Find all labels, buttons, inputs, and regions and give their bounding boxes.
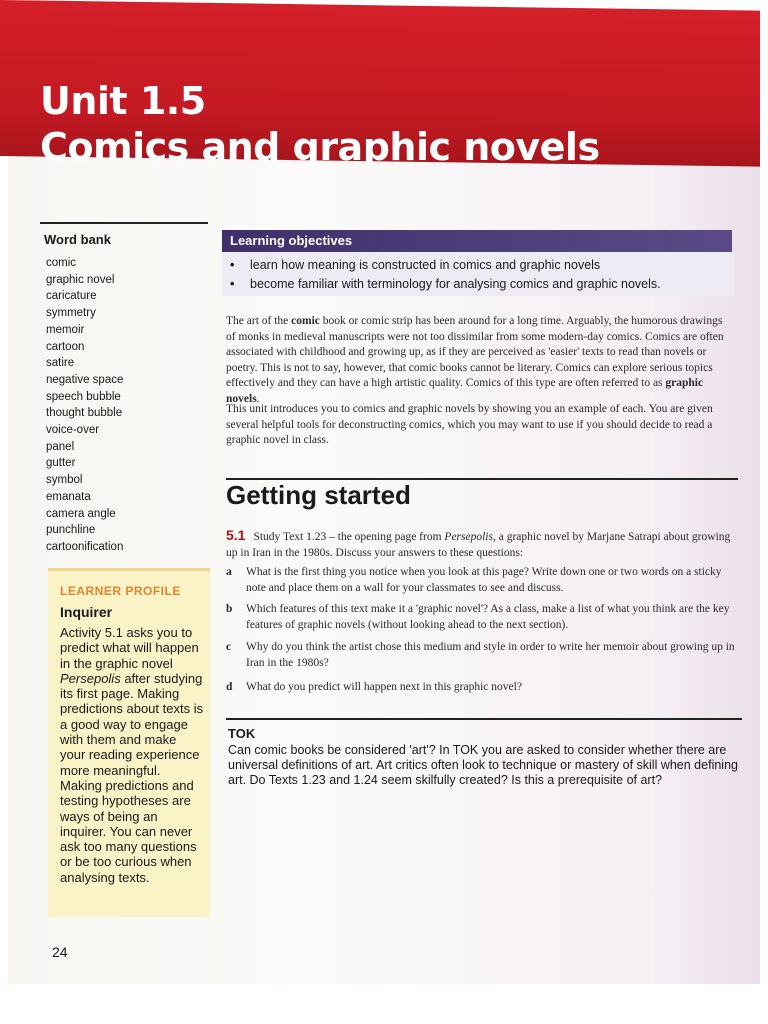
getting-started-title: Getting started: [226, 480, 411, 510]
word-bank-item: speech bubble: [46, 390, 121, 403]
unit-name: Comics and graphic novels: [40, 125, 600, 169]
word-bank-item: panel: [46, 440, 75, 453]
word-bank-item: cartoon: [46, 340, 85, 353]
question-item: c Why do you think the artist chose this medium and style in order to write her memoir about growing up in Iran in the 1980s?: [226, 641, 735, 669]
question-item: a What is the first thing you notice when you look at this page? Write down one or two words on a sticky note and place them on a wall for your classmates to see and discuss.: [226, 566, 722, 594]
question-intro: 5.1 Study Text 1.23 – the opening page from Persepolis, a graphic novel by Marjane Satrapi about growing up in Iran in the 1980s. Discuss your answers to these questions:: [226, 527, 731, 559]
word-bank-item: camera angle: [46, 507, 116, 520]
word-bank-item: thought bubble: [46, 407, 123, 420]
word-bank-item: cartoonification: [46, 540, 124, 553]
word-bank-item: negative space: [46, 373, 124, 386]
tok-text: Can comic books be considered 'art'? In TOK you are asked to consider whether there are universal definitions of art. Art critics often look to technique or mastery of skill when defining art. Do Texts 1.23 and 1.24 seem skilfully created? Is this a prerequisite of art?: [228, 743, 738, 787]
tok-rule: [226, 718, 742, 720]
word-bank-item: voice-over: [46, 424, 100, 437]
word-bank-item: memoir: [46, 323, 85, 336]
word-bank-item: satire: [46, 357, 75, 370]
word-bank-item: comic: [46, 257, 77, 269]
learner-profile-heading: Inquirer: [60, 604, 113, 620]
intro-paragraph-1: The art of the comic book or comic strip has been around for a long time. Arguably, the humorous drawings of monks in medieval manuscripts were not too dissimilar from some modern-day comics. Comics are often associated with childhood and growing up, as if they are perceived as 'easier' texts to read than novels or poetry. This is not to say, however, that comic books cannot be literary. Comics can explore serious topics effectively and they can have a high artistic quality. Comics of this type are often referred to as graphic novels.: [226, 315, 724, 405]
word-bank-item: emanata: [46, 490, 91, 503]
word-bank-rule: [40, 222, 208, 224]
word-bank-item: punchline: [46, 524, 96, 537]
unit-title: [40, 78, 600, 170]
word-bank-item: symbol: [46, 474, 83, 487]
tok-title: TOK: [228, 726, 256, 741]
learner-profile-text: Activity 5.1 asks you to predict what will happen in the graphic novel Persepolis after studying its first page. Making predictions about texts is a good way to engage with them and make your reading experience more meaningful. Making predictions and testing hypotheses are ways of being an inquirer. You can never ask too many questions or be too curious when analysing texts.: [60, 625, 204, 885]
page-number: 24: [52, 944, 68, 960]
word-bank-item: gutter: [46, 457, 76, 470]
question-item: d What do you predict will happen next in this graphic novel?: [226, 681, 522, 693]
unit-number: Unit 1.5: [40, 79, 206, 123]
question-number: 5.1: [226, 527, 246, 543]
word-bank-list: [46, 255, 123, 556]
word-bank-item: symmetry: [46, 307, 96, 320]
word-bank-item: caricature: [46, 290, 97, 303]
question-item: b Which features of this text make it a 'graphic novel'? As a class, make a list of what you think are the key features of graphic novels (without looking ahead to the next section).: [226, 603, 730, 631]
learning-objective-item: • learn how meaning is constructed in comics and graphic novels: [230, 256, 661, 275]
learner-profile-label: LEARNER PROFILE: [60, 584, 181, 598]
word-bank-item: graphic novel: [46, 273, 115, 286]
learning-objectives-list: [230, 256, 661, 294]
learning-objective-item: • become familiar with terminology for analysing comics and graphic novels.: [230, 275, 661, 294]
word-bank-title: Word bank: [44, 232, 111, 247]
learning-objectives-title: Learning objectives: [230, 233, 353, 248]
intro-paragraph-2: This unit introduces you to comics and graphic novels by showing you an example of each. You are given several helpful tools for deconstructing comics, which you may want to use if you should decide to read a graphic novel in class.: [226, 403, 713, 446]
